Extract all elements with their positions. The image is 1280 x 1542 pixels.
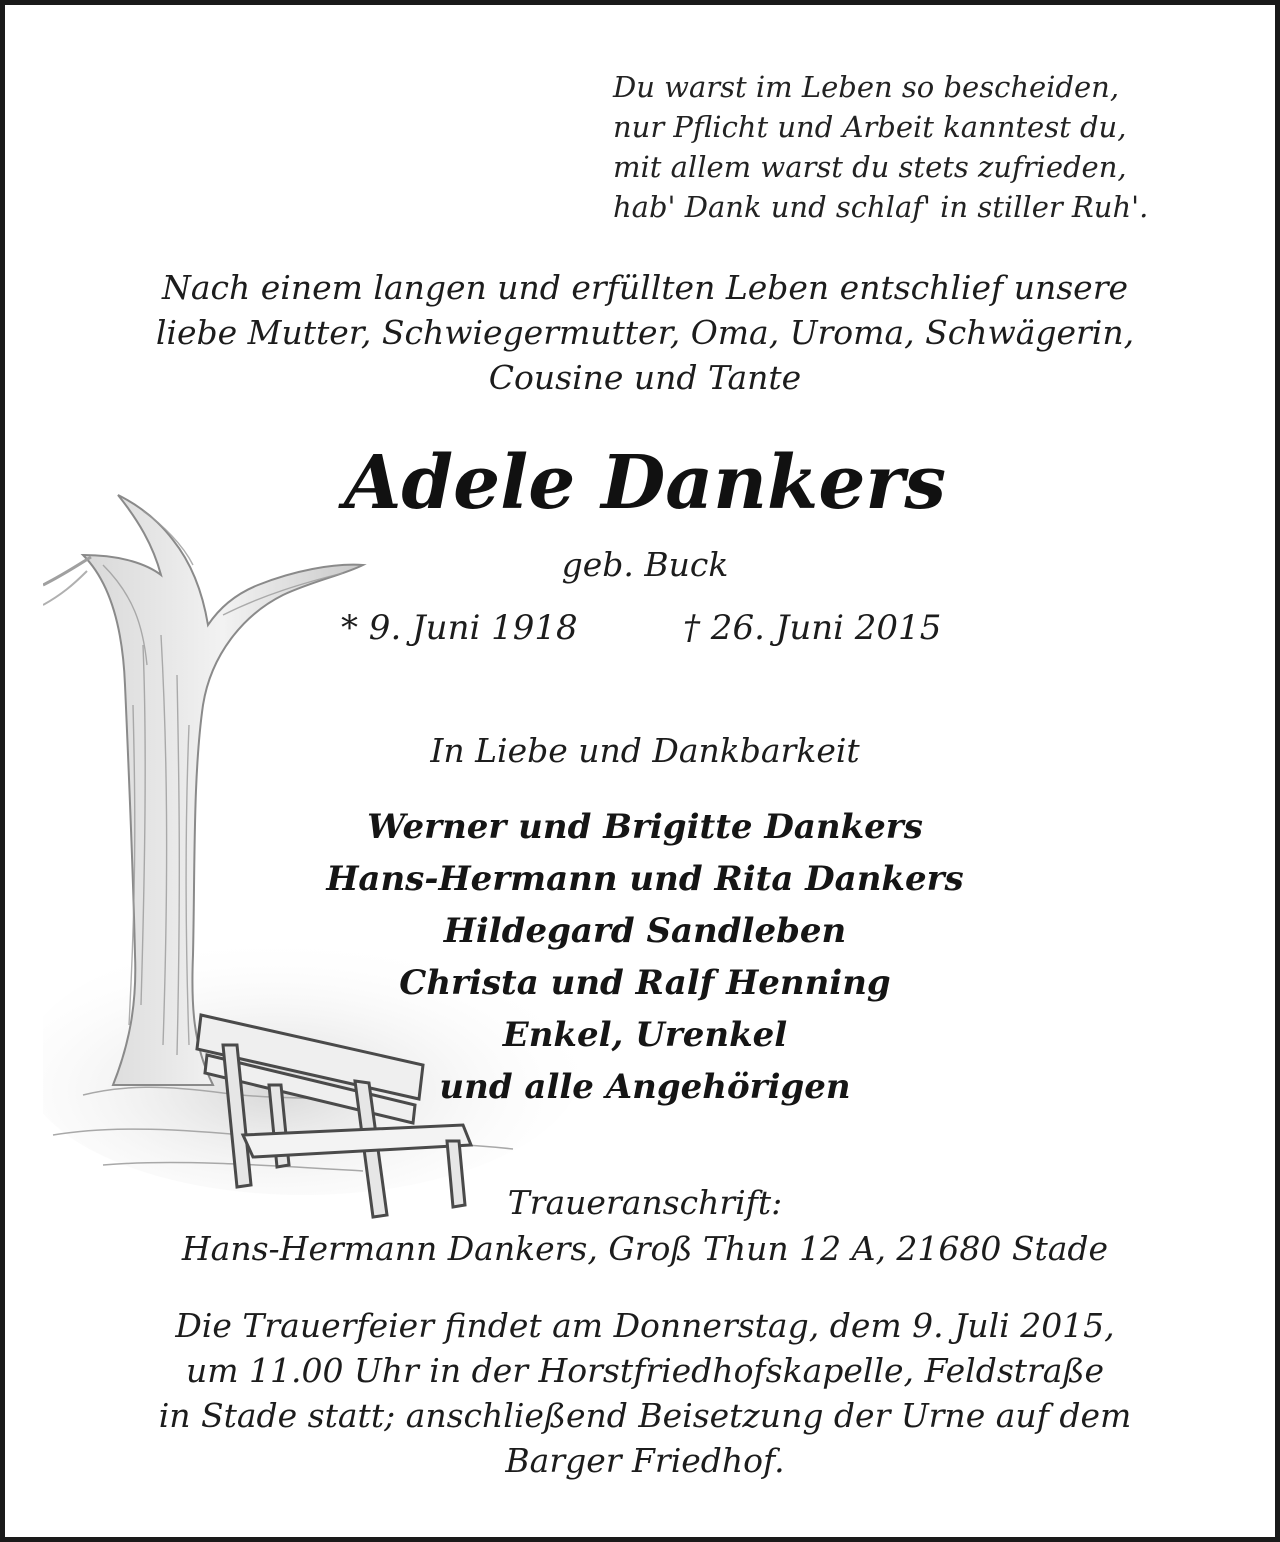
ceremony-line: um 11.00 Uhr in der Horstfriedhofskapelle, Feldstraße bbox=[185, 1351, 1105, 1390]
mourner-name: Hans-Hermann und Rita Dankers bbox=[326, 859, 964, 899]
poem-line: mit allem warst du stets zufrieden, bbox=[613, 150, 1127, 184]
intro-text bbox=[5, 265, 1280, 400]
mourners-list bbox=[5, 801, 1280, 1113]
mourner-name: Christa und Ralf Henning bbox=[399, 963, 891, 1003]
ceremony-line: in Stade statt; anschließend Beisetzung der Urne auf dem bbox=[158, 1396, 1132, 1435]
mourner-name: Enkel, Urenkel bbox=[502, 1015, 788, 1055]
ceremony-line: Barger Friedhof. bbox=[505, 1441, 785, 1480]
poem bbox=[613, 67, 1148, 227]
deceased-name: Adele Dankers bbox=[343, 440, 947, 526]
poem-line: hab' Dank und schlaf' in stiller Ruh'. bbox=[613, 190, 1149, 224]
poem-line: Du warst im Leben so bescheiden, bbox=[613, 70, 1120, 104]
intro-line: Nach einem langen und erfüllten Leben entschlief unsere bbox=[161, 268, 1128, 307]
intro-line: liebe Mutter, Schwiegermutter, Oma, Uroma, Schwägerin, bbox=[155, 313, 1135, 352]
mourner-name: Hildegard Sandleben bbox=[443, 911, 847, 951]
poem-line: nur Pflicht und Arbeit kanntest du, bbox=[613, 110, 1127, 144]
ceremony-info bbox=[5, 1303, 1280, 1483]
maiden-name: geb. Buck bbox=[561, 545, 729, 584]
birth-date: * 9. Juni 1918 bbox=[341, 608, 578, 648]
mourning-address: Hans-Hermann Dankers, Groß Thun 12 A, 21680 Stade bbox=[181, 1229, 1109, 1268]
address-label: Traueranschrift: bbox=[507, 1183, 783, 1222]
death-date: † 26. Juni 2015 bbox=[683, 608, 942, 648]
mourners-heading: In Liebe und Dankbarkeit bbox=[430, 731, 860, 770]
ceremony-line: Die Trauerfeier findet am Donnerstag, dem 9. Juli 2015, bbox=[175, 1306, 1115, 1345]
intro-line: Cousine und Tante bbox=[488, 358, 802, 397]
mourner-name: Werner und Brigitte Dankers bbox=[367, 807, 923, 847]
mourner-name: und alle Angehörigen bbox=[439, 1067, 851, 1107]
